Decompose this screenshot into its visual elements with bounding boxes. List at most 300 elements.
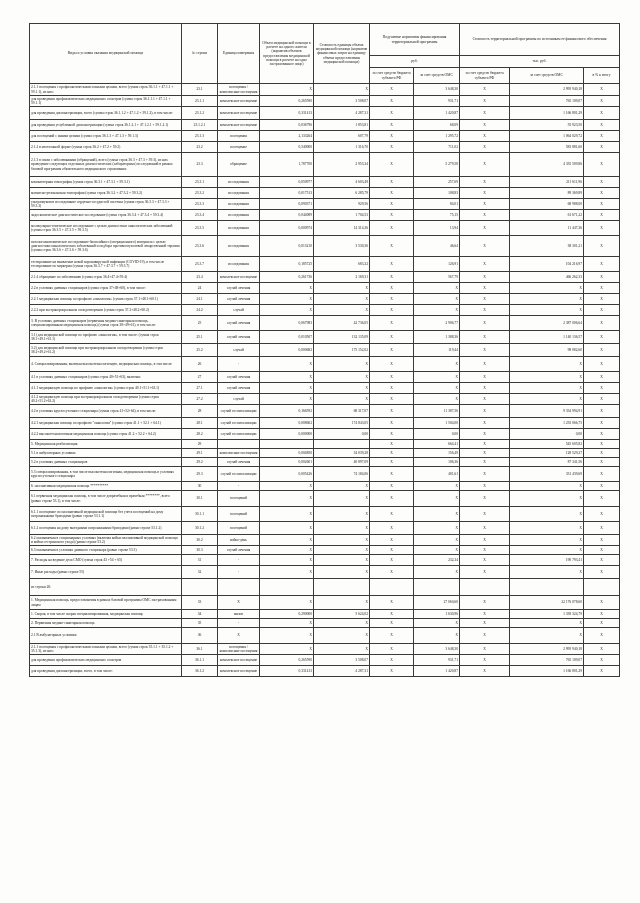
cell-row-number: 31 — [182, 555, 218, 566]
cell-budget-total: X — [460, 619, 510, 628]
cell-volume: X — [260, 628, 314, 644]
cell-oms-total: 68 988,00 — [510, 199, 584, 210]
cell-budget: X — [370, 535, 414, 546]
cell-volume — [260, 440, 314, 449]
cell-oms-total: 11 447,36 — [510, 221, 584, 236]
cell-unit: случай — [218, 344, 260, 357]
table-row — [30, 331, 620, 344]
cell-row-number: 23.3.2 — [182, 188, 218, 199]
cell-budget-total: X — [460, 449, 510, 458]
cell-budget-total: X — [460, 107, 510, 120]
cell-name: 4.2 в условиях круглосуточного стационара (сумма строк 41+52+64), в том числе: — [30, 405, 182, 418]
table-row — [30, 467, 620, 482]
table-row — [30, 316, 620, 331]
cell-oms: X — [414, 372, 460, 383]
cell-oms-total: X — [510, 546, 584, 555]
cell-volume: 0,008602 — [260, 418, 314, 429]
table-row — [30, 619, 620, 628]
table-row — [30, 655, 620, 666]
cell-cost: 68 317,07 — [314, 405, 370, 418]
cell-cost: 1 853,81 — [314, 120, 370, 131]
cell-percent: X — [584, 610, 620, 619]
cell-percent: X — [584, 344, 620, 357]
cell-budget-total: X — [460, 507, 510, 522]
col-unit-header: Единица измерения — [218, 24, 260, 84]
cell-cost: 929,56 — [314, 199, 370, 210]
cell-unit: случай госпитализации — [218, 467, 260, 482]
cell-oms: 84,01 — [414, 199, 460, 210]
cell-percent: X — [584, 458, 620, 467]
table-row — [30, 535, 620, 546]
cell-volume: 0,090371 — [260, 199, 314, 210]
cell-oms-total: X — [510, 566, 584, 579]
table-row — [30, 405, 620, 418]
cell-budget: X — [370, 440, 414, 449]
cell-row-number: 23.1 — [182, 84, 218, 96]
cell-oms-total: 9 334 994,91 — [510, 405, 584, 418]
cell-oms — [414, 579, 460, 596]
cell-oms-total: X — [510, 383, 584, 394]
cell-unit: случай — [218, 394, 260, 405]
cell-cost: 2 169,31 — [314, 272, 370, 283]
cell-percent: X — [584, 316, 620, 331]
cell-percent: X — [584, 257, 620, 272]
cell-oms: X — [414, 294, 460, 305]
cell-row-number: 35 — [182, 619, 218, 628]
cell-name: 2.2.2 при экстракорпоральном оплодотворении (сумма строк 37.2+48.2+60.2) — [30, 305, 182, 316]
cell-row-number: 25.1 — [182, 331, 218, 344]
cell-row-number: 33 — [182, 596, 218, 610]
cell-oms-total: 765 109,07 — [510, 655, 584, 666]
cell-budget-total: X — [460, 458, 510, 467]
cell-percent: X — [584, 482, 620, 491]
cell-name: патологоанатомическое исследование биопсийного (операционного) материала с целью диагностики онкологических заболеваний и подбора противоопухолевой лекарственной терапии (сумма строк 36.3.6 + 47.3.6 + 59.3.6) — [30, 236, 182, 257]
cell-budget: X — [370, 153, 414, 177]
cell-budget: X — [370, 405, 414, 418]
cell-percent: X — [584, 236, 620, 257]
cell-volume: 0,067983 — [260, 316, 314, 331]
table-row — [30, 210, 620, 221]
cell-volume: X — [260, 566, 314, 579]
table-row — [30, 236, 620, 257]
cell-name: 2.2 в условиях дневных стационаров (сумма строк 37+48+60), в том числе: — [30, 283, 182, 294]
cell-oms-total: 55 923,50 — [510, 120, 584, 131]
cell-oms-total: 22 176 078,60 — [510, 596, 584, 610]
cell-name: 4.1.2 медицинскую помощь при экстракорпоральном оплодотворении (сумма строк 40.2+51.2+63.2) — [30, 394, 182, 405]
cell-row-number: 23.3.4 — [182, 210, 218, 221]
cell-row-number: 36.1.2 — [182, 666, 218, 677]
cell-cost: 3 508,07 — [314, 655, 370, 666]
table-row — [30, 566, 620, 579]
cell-percent: X — [584, 405, 620, 418]
cell-budget-total: X — [460, 440, 510, 449]
cell-percent: X — [584, 199, 620, 210]
cell-volume: 0,000000 — [260, 429, 314, 440]
cell-row-number: 23.2 — [182, 142, 218, 153]
cell-oms: 1 388,36 — [414, 331, 460, 344]
cell-cost: X — [314, 644, 370, 655]
cell-name: компьютерная томография (сумма строк 36.3.1 + 47.3.1 + 59.3.1) — [30, 177, 182, 188]
cell-percent: X — [584, 153, 620, 177]
cell-cost — [314, 579, 370, 596]
table-row — [30, 610, 620, 619]
cell-row-number: 25.2 — [182, 344, 218, 357]
cell-volume: 0,010507 — [260, 331, 314, 344]
cell-unit: койко-день — [218, 535, 260, 546]
table-row — [30, 394, 620, 405]
cell-oms-total: 545 605,82 — [510, 440, 584, 449]
table-row — [30, 294, 620, 305]
cell-budget: X — [370, 507, 414, 522]
cell-volume: X — [260, 394, 314, 405]
cell-oms: 1 420,87 — [414, 666, 460, 677]
cell-cost: X — [314, 305, 370, 316]
cell-percent: X — [584, 294, 620, 305]
cell-oms-total: 1 166 801,29 — [510, 107, 584, 120]
cell-volume: X — [260, 507, 314, 522]
cell-budget-total: X — [460, 418, 510, 429]
cell-name: для проведения профилактических медицинских осмотров (сумма строк 36.1.1.1 + 47.1.1 + 59.1.1) — [30, 96, 182, 107]
cell-unit: X — [218, 628, 260, 644]
cell-budget: X — [370, 142, 414, 153]
cell-unit — [218, 579, 260, 596]
cell-name: 4. Специализированная, включая высокотехнологичную, медицинская помощь, в том числе: — [30, 357, 182, 372]
cell-volume: 0,331413 — [260, 107, 314, 120]
unit-thous-rub-header: тыс. руб. — [460, 56, 620, 68]
cell-oms-total: 1 235 066,75 — [510, 418, 584, 429]
cell-budget: X — [370, 188, 414, 199]
cell-name: 6. паллиативная медицинская помощь ********** — [30, 482, 182, 491]
cell-cost: 5 624,02 — [314, 610, 370, 619]
cell-cost: X — [314, 619, 370, 628]
cell-oms-total: X — [510, 357, 584, 372]
col-name-header: Виды и условия оказания медицинской помощи — [30, 24, 182, 84]
cell-percent: X — [584, 507, 620, 522]
cell-row-number: 23.3.6 — [182, 236, 218, 257]
cell-volume: 0,000974 — [260, 221, 314, 236]
cell-budget-total: X — [460, 272, 510, 283]
cell-row-number: 28 — [182, 405, 218, 418]
cell-budget-total: X — [460, 153, 510, 177]
cell-percent: X — [584, 655, 620, 666]
col-volume-header: Объем медицинской помощи в расчете на одного жителя (норматив объемов предоставления медицинской помощи в расчете на одно застрахованное лицо) — [260, 24, 314, 84]
col-row-number-header: № строки — [182, 24, 218, 84]
cell-cost: 4 603,49 — [314, 177, 370, 188]
cell-cost: X — [314, 84, 370, 96]
cell-budget-total: X — [460, 535, 510, 546]
cell-percent: X — [584, 372, 620, 383]
cell-oms-total: X — [510, 491, 584, 507]
cell-unit: комплексные посещения — [218, 449, 260, 458]
cell-name: тестирование на выявление новой коронавирусной инфекции (COVID-19), в том числе тестирование по маркерам (сумма строк 36.3.7 + 47.3.7 + 59.3.7) — [30, 257, 182, 272]
table-row — [30, 522, 620, 535]
table-row — [30, 199, 620, 210]
group-per-capita-header: Подушевые нормативы финансирования территориальной программы — [370, 24, 460, 56]
cell-percent: X — [584, 177, 620, 188]
cell-name: 7. Расходы на ведение дела СМО (сумма строк 43 +54 + 65) — [30, 555, 182, 566]
cell-cost: X — [314, 357, 370, 372]
cell-unit: случай лечения — [218, 331, 260, 344]
table-row — [30, 305, 620, 316]
cell-oms: 27 060,60 — [414, 596, 460, 610]
cell-volume: 0,036796 — [260, 120, 314, 131]
cell-name: 6.2 оказываемая в стационарных условиях (включая койки паллиативной медицинской помощи и койки сестринского ухода) (равно строке 53.2) — [30, 535, 182, 546]
cell-budget: X — [370, 272, 414, 283]
cell-budget: X — [370, 429, 414, 440]
sub-budget-header: за счет средств бюджета субъекта РФ — [370, 68, 414, 84]
cell-oms-total: 1 140 136,57 — [510, 331, 584, 344]
cell-row-number: 23.3 — [182, 153, 218, 177]
cell-volume: X — [260, 619, 314, 628]
cell-percent: X — [584, 305, 620, 316]
cell-unit: - — [218, 566, 260, 579]
cell-oms: 13,94 — [414, 221, 460, 236]
cell-percent: X — [584, 449, 620, 458]
cell-name: 6.1 первичная медицинская помощь, в том числе доврачебная и врачебная ********, всего (равно строке 53.1), в том числе: — [30, 491, 182, 507]
table-row — [30, 372, 620, 383]
cell-cost: 74 184,06 — [314, 467, 370, 482]
cell-budget-total: X — [460, 257, 510, 272]
cell-row-number: 23.1.3 — [182, 131, 218, 142]
cell-row-number: 30.3 — [182, 546, 218, 555]
cell-percent: X — [584, 666, 620, 677]
cell-budget: X — [370, 316, 414, 331]
cell-name: ультразвуковое исследование сердечно-сосудистой системы (сумма строк 36.3.3 + 47.3.3 + 59.3.3) — [30, 199, 182, 210]
cell-budget-total: X — [460, 305, 510, 316]
cell-oms-total: X — [510, 535, 584, 546]
cell-budget: X — [370, 283, 414, 294]
cell-oms-total: 2 995 940,18 — [510, 644, 584, 655]
cell-budget: X — [370, 467, 414, 482]
cell-unit: - — [218, 482, 260, 491]
cell-oms-total: X — [510, 294, 584, 305]
sub-budget2-header: за счет средств бюджета субъекта РФ — [460, 68, 510, 84]
cell-name: 2.1.3 в связи с заболеваниями (обращений), всего (сумма строк 36.3 + 47.3 + 59.3), из них проведение следующих отдельных диагностических (лабораторных) исследований в рамках базовой программы обязательного медицинского страхования: — [30, 153, 182, 177]
table-row — [30, 153, 620, 177]
cell-budget-total: X — [460, 394, 510, 405]
cell-name: 4.1.1 медицинскую помощь по профилю «онкология» (сумма строк 40.1+51.1+63.1) — [30, 383, 182, 394]
cell-row-number: 25 — [182, 316, 218, 331]
table-row — [30, 644, 620, 655]
cell-budget-total: X — [460, 316, 510, 331]
cell-volume: 0,331413 — [260, 666, 314, 677]
cell-unit: - — [218, 357, 260, 372]
cell-budget: X — [370, 619, 414, 628]
cell-oms-total: X — [510, 482, 584, 491]
cell-unit: посещений — [218, 491, 260, 507]
cell-cost: 2 953,34 — [314, 153, 370, 177]
cell-name: 3.2) для медицинской помощи при экстракорпоральном оплодотворении (сумма строк 38.2+49.2+61.2) — [30, 344, 182, 357]
cell-budget-total: X — [460, 199, 510, 210]
cell-oms: X — [414, 357, 460, 372]
cell-budget-total: X — [460, 372, 510, 383]
cell-oms: X — [414, 546, 460, 555]
cell-oms-total: X — [510, 394, 584, 405]
cell-budget-total: X — [460, 522, 510, 535]
cell-name: эндоскопическое диагностическое исследование (сумма строк 36.3.4 + 47.3.4 + 59.3.4) — [30, 210, 182, 221]
table-row — [30, 596, 620, 610]
cell-name: 6.1.1 посещение по паллиативной медицинской помощи без учета посещений на дому патронажными бригадами (равно строке 53.1.1) — [30, 507, 182, 522]
cell-budget: X — [370, 305, 414, 316]
cell-percent: X — [584, 566, 620, 579]
cell-volume: 0,050977 — [260, 177, 314, 188]
cell-oms-total: X — [510, 522, 584, 535]
cell-unit: комплексное посещение — [218, 666, 260, 677]
cell-row-number: 23.3.1 — [182, 177, 218, 188]
table-row — [30, 107, 620, 120]
cell-cost: X — [314, 294, 370, 305]
cell-oms-total: 211 611,96 — [510, 177, 584, 188]
cell-percent: X — [584, 546, 620, 555]
cell-cost: 4 287,31 — [314, 666, 370, 677]
cell-budget-total: X — [460, 429, 510, 440]
cell-cost: X — [314, 546, 370, 555]
cell-unit: посещения / комплексные посещения — [218, 84, 260, 96]
cell-budget-total: X — [460, 467, 510, 482]
cell-cost: X — [314, 394, 370, 405]
cell-cost: X — [314, 372, 370, 383]
cell-volume: X — [260, 644, 314, 655]
cell-oms-total: X — [510, 619, 584, 628]
cell-unit: исследования — [218, 199, 260, 210]
cell-budget: X — [370, 418, 414, 429]
cell-percent: X — [584, 210, 620, 221]
cell-cost: 607,79 — [314, 131, 370, 142]
cell-cost: X — [314, 628, 370, 644]
cell-cost: 1 316,70 — [314, 142, 370, 153]
cell-cost — [314, 440, 370, 449]
cell-cost: 1 704,53 — [314, 210, 370, 221]
cell-percent: X — [584, 221, 620, 236]
cell-name: 4.1 в условиях дневных стационаров (сумма строк 40+51+63), включая: — [30, 372, 182, 383]
cell-percent: X — [584, 142, 620, 153]
cell-cost: 6 285,79 — [314, 188, 370, 199]
cell-percent: X — [584, 131, 620, 142]
cell-oms-total: 2 995 940,18 — [510, 84, 584, 96]
cell-budget-total: X — [460, 142, 510, 153]
cell-oms: 106,36 — [414, 458, 460, 467]
cell-budget: X — [370, 294, 414, 305]
cell-volume: 0,265590 — [260, 96, 314, 107]
cell-row-number: 30.2 — [182, 535, 218, 546]
cell-budget-total: X — [460, 131, 510, 142]
cell-volume: X — [260, 372, 314, 383]
cell-oms: 156,49 — [414, 449, 460, 458]
cell-row-number: 23.4 — [182, 272, 218, 283]
cell-oms: 11 387,56 — [414, 405, 460, 418]
cell-row-number: 34 — [182, 610, 218, 619]
cell-unit: посещение — [218, 142, 260, 153]
cell-percent — [584, 579, 620, 596]
cell-oms: 1 630,96 — [414, 610, 460, 619]
cell-oms: 68,09 — [414, 120, 460, 131]
cell-cost: 3 530,36 — [314, 236, 370, 257]
table-row — [30, 418, 620, 429]
cell-unit: посещения / комплексные посещения — [218, 644, 260, 655]
cell-unit: случай лечения — [218, 316, 260, 331]
cell-oms-total: 61 671,22 — [510, 210, 584, 221]
cell-oms: 119,44 — [414, 344, 460, 357]
cell-oms-total: 1 064 029,72 — [510, 131, 584, 142]
cell-name: 4.2.2 высокотехнологичная медицинская помощь (сумма строк 41.2 + 52.2 + 64.2) — [30, 429, 182, 440]
table-row — [30, 666, 620, 677]
cell-oms: 1 420,87 — [414, 107, 460, 120]
cell-percent: X — [584, 272, 620, 283]
cell-unit: случай лечения — [218, 283, 260, 294]
sub-oms-header: за счет средств ОМС — [414, 68, 460, 84]
sub-oms2-header: за счет средств ОМС — [510, 68, 584, 84]
table-row — [30, 482, 620, 491]
cell-name: молекулярно-генетическое исследование с целью диагностики онкологических заболеваний (сумма строк 36.3.5 + 47.3.5 + 59.3.5) — [30, 221, 182, 236]
cell-volume — [260, 579, 314, 596]
cell-budget: X — [370, 257, 414, 272]
cell-percent: X — [584, 283, 620, 294]
cell-budget-total: X — [460, 177, 510, 188]
cell-percent: X — [584, 357, 620, 372]
cell-oms: X — [414, 619, 460, 628]
table-row — [30, 491, 620, 507]
cell-volume: 0,261736 — [260, 272, 314, 283]
cell-budget: X — [370, 372, 414, 383]
cell-name: для проведения диспансеризации, всего, в том числе: — [30, 666, 182, 677]
cell-budget — [370, 579, 414, 596]
cell-cost: 132 135,09 — [314, 331, 370, 344]
cell-row-number: 23.3.7 — [182, 257, 218, 272]
cell-budget-total: X — [460, 331, 510, 344]
cell-oms: X — [414, 628, 460, 644]
cell-budget: X — [370, 199, 414, 210]
cell-unit: исследования — [218, 257, 260, 272]
cell-row-number: 28.2 — [182, 429, 218, 440]
cell-percent: X — [584, 555, 620, 566]
cell-budget: X — [370, 644, 414, 655]
cell-row-number: 23.1.2.1 — [182, 120, 218, 131]
cell-budget-total: X — [460, 96, 510, 107]
cell-budget-total: X — [460, 383, 510, 394]
cell-oms: 664,41 — [414, 440, 460, 449]
cell-name: 2.1 В амбулаторных условиях: — [30, 628, 182, 644]
cell-budget: X — [370, 221, 414, 236]
cell-name: 6.3 оказываемая в условиях дневного стационара (равно строке 53.3) — [30, 546, 182, 555]
cell-budget: X — [370, 383, 414, 394]
cell-cost: 683,32 — [314, 257, 370, 272]
cell-budget-total: X — [460, 357, 510, 372]
table-row — [30, 357, 620, 372]
cell-name: 2.2.1 медицинская помощь по профилю «онкология» (сумма строк 37.1+48.1+60.1) — [30, 294, 182, 305]
cell-cost: X — [314, 535, 370, 546]
cell-percent: X — [584, 535, 620, 546]
cell-cost: 0,00 — [314, 429, 370, 440]
cell-unit: посещения — [218, 131, 260, 142]
cell-budget-total: X — [460, 221, 510, 236]
cell-budget-total: X — [460, 610, 510, 619]
cell-row-number: 29.1 — [182, 449, 218, 458]
cell-oms-total: 1 339 324,79 — [510, 610, 584, 619]
cell-cost: X — [314, 507, 370, 522]
cell-oms: 401,61 — [414, 467, 460, 482]
cell-name: из строки 20: — [30, 579, 182, 596]
cell-name: 5. Медицинская реабилитация — [30, 440, 182, 449]
cell-unit: посещений — [218, 507, 260, 522]
table-row — [30, 344, 620, 357]
table-row — [30, 272, 620, 283]
cell-volume: 0,290000 — [260, 610, 314, 619]
cell-volume: 0,017513 — [260, 188, 314, 199]
group-total-header: Стоимость территориальной программы по источникам ее финансового обеспечения — [460, 24, 620, 56]
cell-unit: комплексное посещение — [218, 272, 260, 283]
cell-unit: исследования — [218, 210, 260, 221]
cell-cost: 174 843,05 — [314, 418, 370, 429]
